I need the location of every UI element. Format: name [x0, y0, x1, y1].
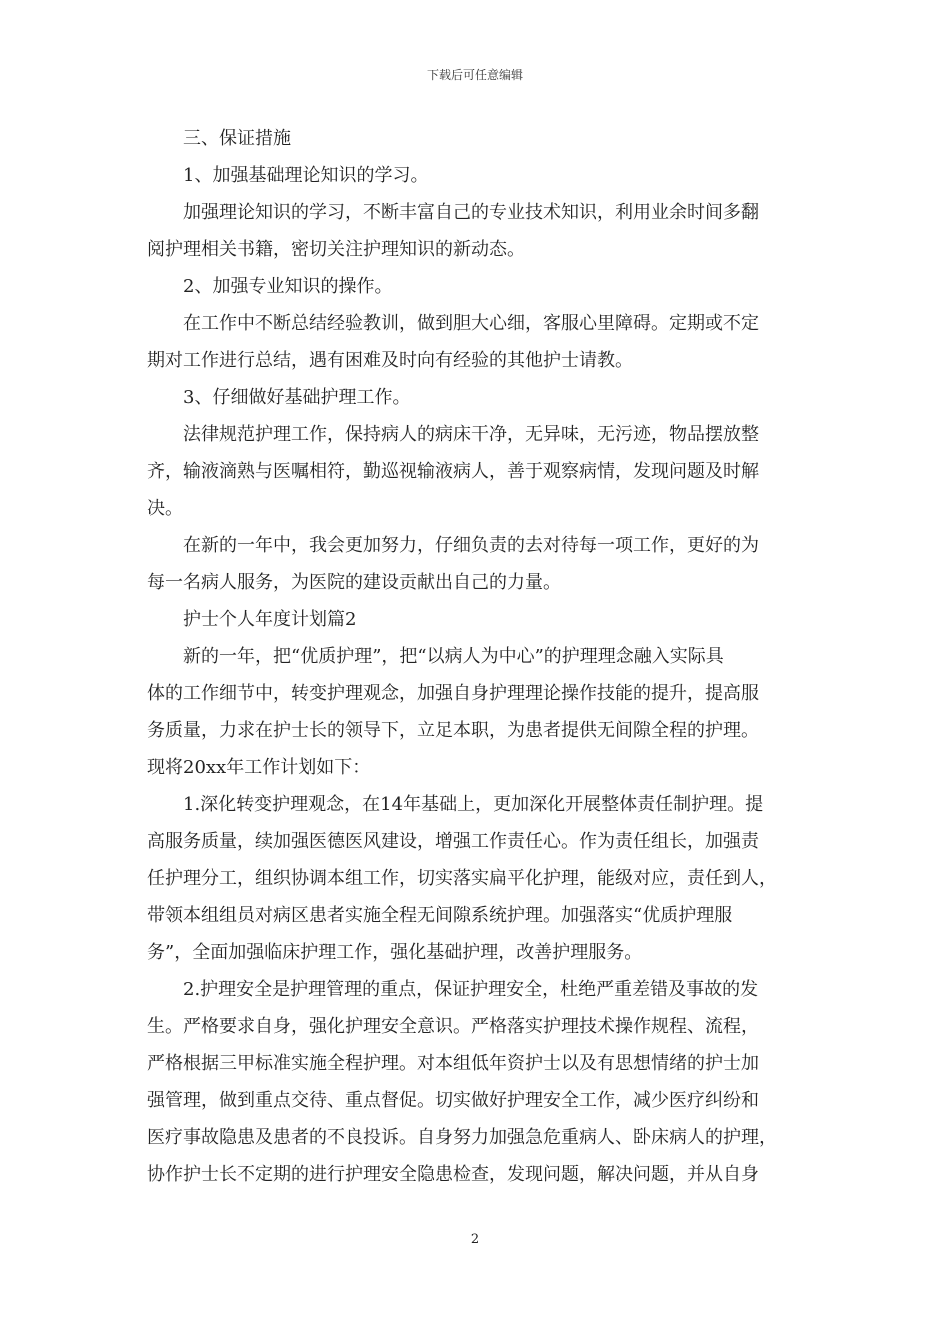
paragraph-line: 任护理分工，组织协调本组工作，切实落实扁平化护理，能级对应，责任到人，	[147, 868, 777, 889]
paragraph-first-line: 新的一年，把“优质护理”，把“以病人为中心”的护理理念融入实际具	[183, 646, 724, 667]
paragraph-first-line: 2、加强专业知识的操作。	[183, 276, 393, 297]
paragraph-line: 严格根据三甲标准实施全程护理。对本组低年资护士以及有思想情绪的护士加	[147, 1053, 759, 1074]
paragraph-first-line: 在新的一年中，我会更加努力，仔细负责的去对待每一项工作，更好的为	[183, 535, 759, 556]
paragraph-line: 带领本组组员对病区患者实施全程无间隙系统护理。加强落实“优质护理服	[147, 905, 733, 926]
paragraph-first-line: 1.深化转变护理观念，在14年基础上，更加深化开展整体责任制护理。提	[183, 794, 764, 815]
paragraph-line: 阅护理相关书籍，密切关注护理知识的新动态。	[147, 239, 525, 260]
paragraph-line: 每一名病人服务，为医院的建设贡献出自己的力量。	[147, 572, 561, 593]
paragraph-line: 生。严格要求自身，强化护理安全意识。严格落实护理技术操作规程、流程，	[147, 1016, 759, 1037]
paragraph-first-line: 加强理论知识的学习，不断丰富自己的专业技术知识，利用业余时间多翻	[183, 202, 759, 223]
document-body	[147, 120, 807, 1193]
paragraph-line: 务质量，力求在护士长的领导下，立足本职，为患者提供无间隙全程的护理。	[147, 720, 759, 741]
paragraph-first-line: 法律规范护理工作，保持病人的病床干净，无异味，无污迹，物品摆放整	[183, 424, 759, 445]
paragraph-line: 期对工作进行总结，遇有困难及时向有经验的其他护士请教。	[147, 350, 633, 371]
paragraph-line: 高服务质量，续加强医德医风建设，增强工作责任心。作为责任组长，加强责	[147, 831, 759, 852]
paragraph-first-line: 在工作中不断总结经验教训，做到胆大心细，客服心里障碍。定期或不定	[183, 313, 759, 334]
paragraph-line: 医疗事故隐患及患者的不良投诉。自身努力加强急危重病人、卧床病人的护理，	[147, 1127, 777, 1148]
paragraph-line: 强管理，做到重点交待、重点督促。切实做好护理安全工作，减少医疗纠纷和	[147, 1090, 759, 1111]
paragraph-first-line: 3、仔细做好基础护理工作。	[183, 387, 411, 408]
paragraph-line: 现将20xx年工作计划如下：	[147, 757, 371, 778]
page-header: 下载后可任意编辑	[426, 68, 523, 82]
paragraph-line: 齐，输液滴熟与医嘱相符，勤巡视输液病人，善于观察病情，发现问题及时解	[147, 461, 759, 482]
paragraph-line: 决。	[147, 498, 183, 519]
paragraph-first-line: 1、加强基础理论知识的学习。	[183, 165, 429, 186]
paragraph-line: 体的工作细节中，转变护理观念，加强自身护理理论操作技能的提升，提高服	[147, 683, 759, 704]
paragraph-line: 务”，全面加强临床护理工作，强化基础护理，改善护理服务。	[147, 942, 643, 963]
paragraph-first-line: 2.护理安全是护理管理的重点，保证护理安全，杜绝严重差错及事故的发	[183, 979, 759, 1000]
paragraph-first-line: 三、保证措施	[183, 128, 291, 149]
paragraph-first-line: 护士个人年度计划篇2	[183, 609, 357, 630]
page-number: 2	[470, 1232, 480, 1247]
paragraph-line: 协作护士长不定期的进行护理安全隐患检查，发现问题，解决问题，并从自身	[147, 1164, 759, 1185]
